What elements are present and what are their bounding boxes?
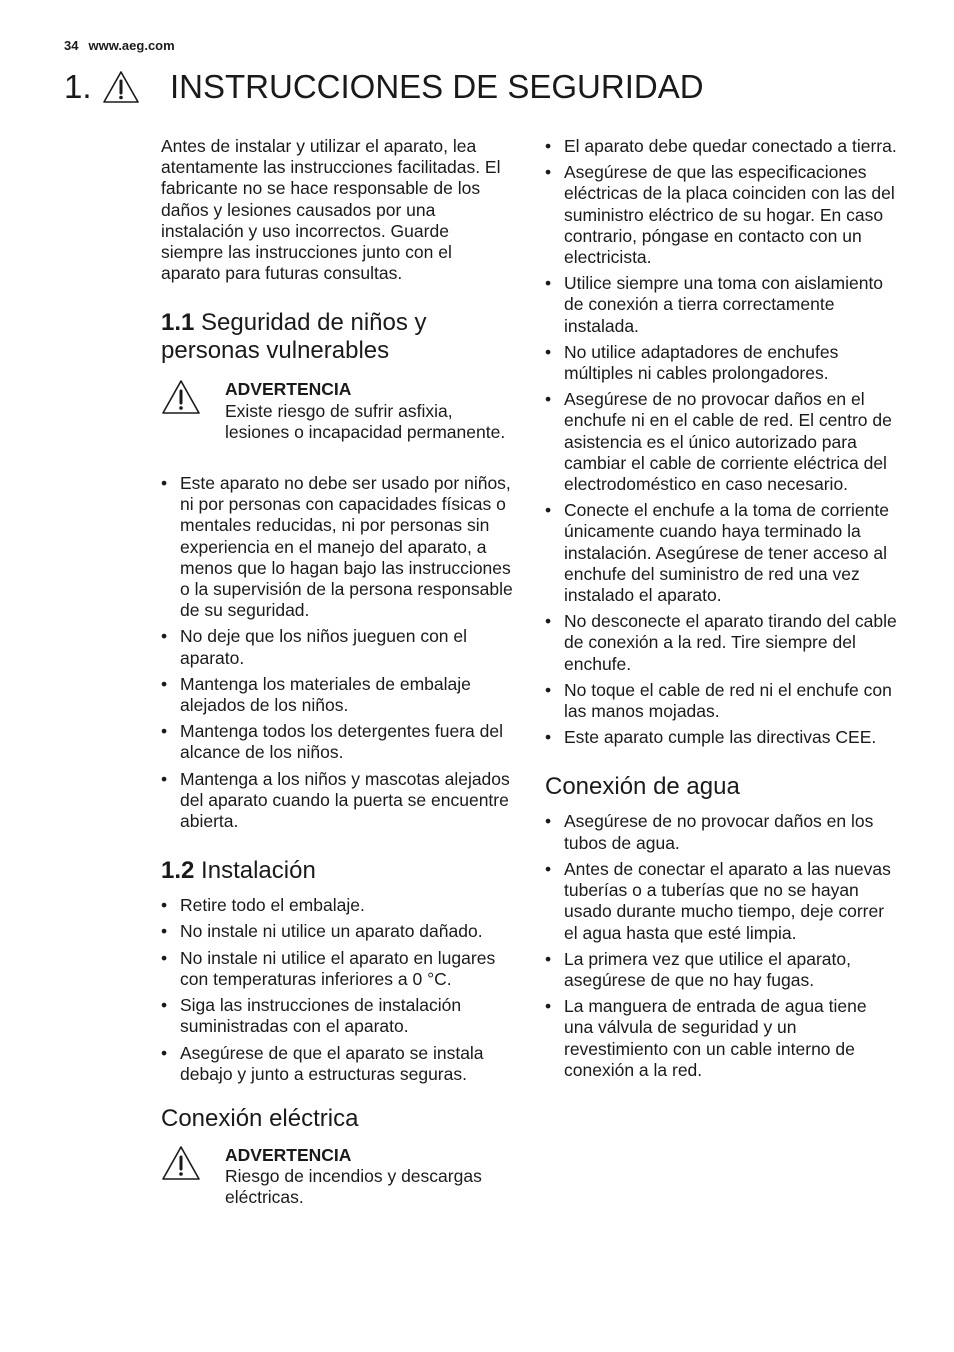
list-item: • El aparato debe quedar conectado a tierra. (545, 136, 900, 157)
chapter-number: 1. (64, 68, 92, 105)
list-item: • Este aparato no debe ser usado por niños, ni por personas con capacidades físicas o mentales reducidas, ni por personas sin experiencia en el manejo del aparato, a menos que lo hagan bajo las instrucciones o la supervisión de la persona responsable de su seguridad. (161, 473, 513, 621)
section-heading: Conexión eléctrica (161, 1104, 359, 1132)
list-item: • Retire todo el embalaje. (161, 895, 513, 916)
list-item: • Asegúrese de no provocar daños en el enchufe ni en el cable de red. El centro de asistencia es el único autorizado para cambiar el cable de corriente eléctrica del electrodoméstico en caso necesario. (545, 389, 900, 495)
warning-label: ADVERTENCIA (225, 1144, 352, 1165)
warning-triangle-icon (161, 1145, 201, 1181)
list-item: • No instale ni utilice el aparato en lugares con temperaturas inferiores a 0 °C. (161, 948, 513, 990)
list-item: • Mantenga todos los detergentes fuera del alcance de los niños. (161, 721, 513, 763)
list-item: • No desconecte el aparato tirando del cable de conexión a la red. Tire siempre del enchufe. (545, 611, 900, 675)
warning-text: Existe riesgo de sufrir asfixia, lesiones o incapacidad permanente. (225, 400, 506, 442)
list-item: • No toque el cable de red ni el enchufe con las manos mojadas. (545, 680, 900, 722)
warning-text: Riesgo de incendios y descargas eléctricas. (225, 1166, 482, 1208)
list-item: • No instale ni utilice un aparato dañado. (161, 921, 513, 942)
left-column (161, 136, 513, 1209)
warning-triangle-icon (102, 70, 140, 104)
list-item: • La manguera de entrada de agua tiene una válvula de seguridad y un revestimiento con un cable interno de conexión a la red. (545, 996, 900, 1081)
list-item: • Mantenga a los niños y mascotas alejados del aparato cuando la puerta se encuentre abierta. (161, 769, 513, 833)
warning-box (161, 1145, 513, 1209)
intro-paragraph: Antes de instalar y utilizar el aparato, lea atentamente las instrucciones facilitadas. El fabricante no se hace responsable de los daños y lesiones causados por una instalación y uso incorrectos. Guarde siempre las instrucciones junto con el aparato para futuras consultas. (161, 136, 501, 284)
section-heading: Conexión de agua (545, 773, 740, 801)
bullet-list (161, 473, 513, 832)
warning-box (161, 379, 513, 443)
list-item: • Siga las instrucciones de instalación suministradas con el aparato. (161, 995, 513, 1037)
bullet-list (161, 895, 513, 1085)
list-item: • Asegúrese de que las especificaciones eléctricas de la placa coinciden con las del suministro eléctrico de su hogar. En caso contrario, póngase en contacto con un electricista. (545, 162, 900, 268)
page-header (64, 38, 175, 53)
page-number: 34 (64, 38, 79, 53)
chapter-title (64, 68, 704, 106)
list-item: • Antes de conectar el aparato a las nuevas tuberías o a tuberías que no se hayan usado durante mucho tiempo, deje correr el agua hasta que esté limpia. (545, 859, 900, 944)
list-item: • Asegúrese de no provocar daños en los tubos de agua. (545, 811, 900, 853)
list-item: • Este aparato cumple las directivas CEE. (545, 727, 900, 748)
right-column (545, 136, 900, 1086)
section-heading: 1.2 Instalación (161, 857, 316, 885)
list-item: • Mantenga los materiales de embalaje alejados de los niños. (161, 674, 513, 716)
bullet-list (545, 811, 900, 1080)
list-item: • No deje que los niños jueguen con el aparato. (161, 626, 513, 668)
warning-label: ADVERTENCIA (225, 379, 352, 400)
chapter-heading: INSTRUCCIONES DE SEGURIDAD (170, 68, 704, 105)
section-heading: 1.1 Seguridad de niños y personas vulnerables (161, 309, 427, 365)
website: www.aeg.com (88, 38, 175, 53)
list-item: • Conecte el enchufe a la toma de corriente únicamente cuando haya terminado la instalación. Asegúrese de tener acceso al enchufe del suministro de red una vez instalado el aparato. (545, 500, 900, 606)
list-item: • Utilice siempre una toma con aislamiento de conexión a tierra correctamente instalada. (545, 273, 900, 337)
list-item: • No utilice adaptadores de enchufes múltiples ni cables prolongadores. (545, 342, 900, 384)
warning-triangle-icon (161, 379, 201, 415)
bullet-list (545, 136, 900, 748)
list-item: • Asegúrese de que el aparato se instala debajo y junto a estructuras seguras. (161, 1043, 513, 1085)
list-item: • La primera vez que utilice el aparato, asegúrese de que no hay fugas. (545, 949, 900, 991)
